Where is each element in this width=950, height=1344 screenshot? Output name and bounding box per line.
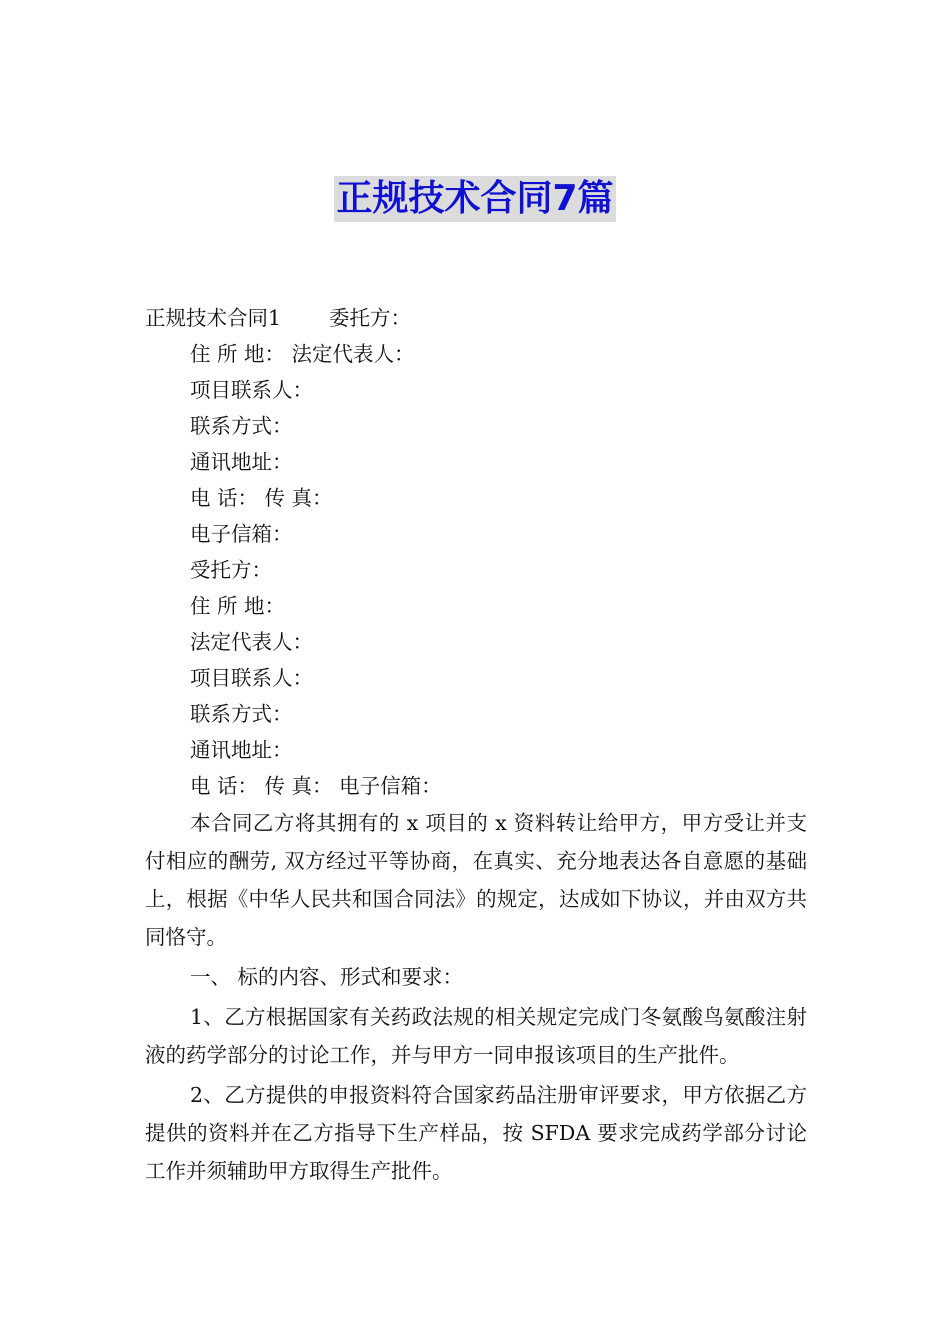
field-line: 受托方： <box>190 558 272 582</box>
body-paragraph: 1、乙方根据国家有关药政法规的相关规定完成门冬氨酸鸟氨酸注射液的药学部分的讨论工作，并与甲方一同申报该项目的生产批件。 <box>145 1005 807 1067</box>
contract-heading: 正规技术合同1 <box>145 306 282 330</box>
document-title: 正规技术合同7篇 <box>334 176 615 222</box>
field-line: 电子信箱： <box>190 522 293 546</box>
field-line: 项目联系人： <box>190 378 313 402</box>
field-line: 住 所 地： <box>190 594 286 618</box>
body-paragraph: 2、乙方提供的申报资料符合国家药品注册审评要求，甲方依据乙方提供的资料并在乙方指导下生产样品，按 SFDA 要求完成药学部分讨论工作并须辅助甲方取得生产批件。 <box>145 1083 807 1183</box>
field-line: 住 所 地： 法定代表人： <box>190 342 415 366</box>
field-line: 电 话： 传 真： 电子信箱： <box>190 774 442 798</box>
section-heading <box>145 300 807 336</box>
field-line: 联系方式： <box>190 414 293 438</box>
field-line: 联系方式： <box>190 702 293 726</box>
client-label: 委托方： <box>329 306 412 330</box>
field-line: 通讯地址： <box>190 738 293 762</box>
section-title: 一、 标的内容、形式和要求： <box>190 965 464 989</box>
title-container <box>0 176 950 222</box>
field-line: 电 话： 传 真： <box>190 486 333 510</box>
field-line: 通讯地址： <box>190 450 293 474</box>
field-line: 项目联系人： <box>190 666 313 690</box>
field-line: 法定代表人： <box>190 630 313 654</box>
document-body <box>145 300 807 1190</box>
body-paragraph: 本合同乙方将其拥有的 x 项目的 x 资料转让给甲方，甲方受让并支付相应的酬劳, 双方经过平等协商，在真实、充分地表达各自意愿的基础上，根据《中华人民共和国合同法》的规定，达成如下协议，并由双方共同恪守。 <box>145 811 807 949</box>
